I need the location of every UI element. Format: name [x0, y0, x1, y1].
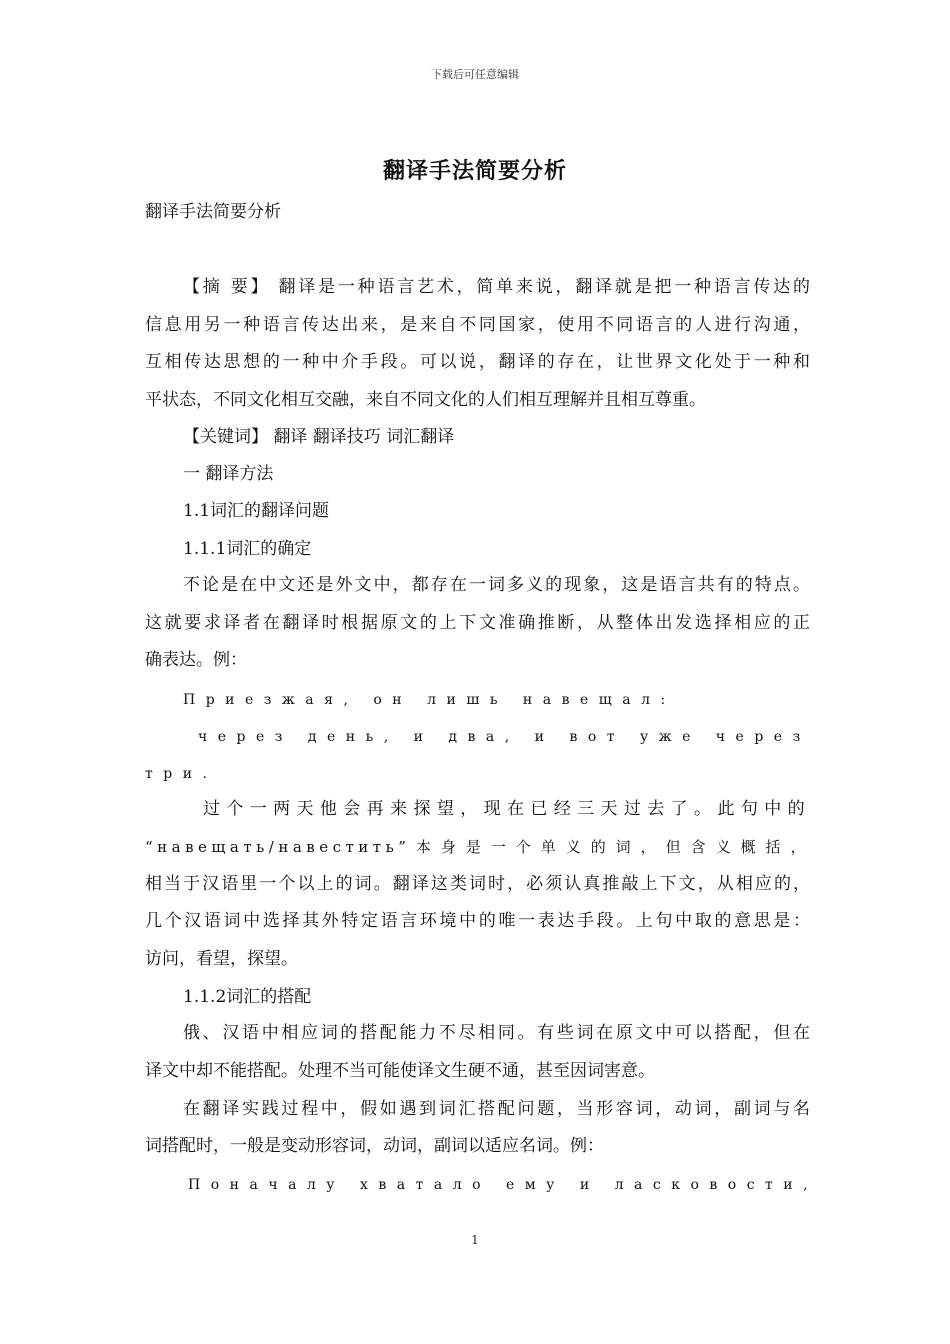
paragraph-line: 过个一两天他会再来探望，现在已经三天过去了。此句中的 [203, 799, 808, 819]
russian-example: через день, и два, и вот уже через [198, 729, 811, 745]
paragraph-line: 在翻译实践过程中，假如遇到词汇搭配问题，当形容词，动词，副词与名 [183, 1099, 810, 1119]
abstract-line: 平状态，不同文化相互交融，来自不同文化的人们相互理解并且相互尊重。 [145, 390, 706, 410]
section-heading: 1.1.1词汇的确定 [183, 539, 312, 559]
paragraph-line: 词搭配时，一般是变动形容词，动词，副词以适应名词。例： [145, 1136, 604, 1156]
abstract-line: 互相传达思想的一种中介手段。可以说，翻译的存在，让世界文化处于一种和 [145, 352, 810, 372]
russian-example: три. [145, 766, 218, 782]
keywords: 【关键词】 翻译 翻译技巧 词汇翻译 [183, 427, 455, 447]
russian-example: Приезжая, он лишь навещал: [183, 692, 676, 708]
abstract-line: 信息用另一种语言传达出来，是来自不同国家，使用不同语言的人进行沟通， [145, 315, 810, 335]
paragraph-line: 几个汉语词中选择其外特定语言环境中的唯一表达手段。上句中取的意思是： [145, 911, 810, 931]
russian-example: Поначалу хватало ему и ласковости, [188, 1177, 819, 1193]
paragraph-line: 这就要求译者在翻译时根据原文的上下文准确推断，从整体出发选择相应的正 [145, 613, 810, 633]
paragraph-line: 俄、汉语中相应词的搭配能力不尽相同。有些词在原文中可以搭配，但在 [183, 1023, 810, 1043]
paragraph-line: 译文中却不能搭配。处理不当可能使译文生硬不通，甚至因词害意。 [145, 1061, 655, 1081]
page-number: 1 [471, 1233, 479, 1247]
section-heading: 一 翻译方法 [183, 464, 274, 484]
paragraph-line: 访问，看望，探望。 [145, 949, 298, 969]
paragraph-line: 确表达。例： [145, 650, 247, 670]
document-title: 翻译手法简要分析 [382, 158, 567, 184]
paragraph-line: “навещать/навестить”本身是一个单义的词，但含义概括， [145, 838, 810, 856]
section-heading: 1.1词汇的翻译问题 [183, 501, 330, 521]
page-header: 下载后可任意编辑 [431, 68, 519, 81]
section-heading: 1.1.2词汇的搭配 [183, 987, 312, 1007]
abstract-line: 【摘 要】 翻译是一种语言艺术，简单来说，翻译就是把一种语言传达的 [183, 277, 810, 297]
paragraph-line: 相当于汉语里一个以上的词。翻译这类词时，必须认真推敲上下文，从相应的， [145, 874, 810, 894]
paragraph-line: 不论是在中文还是外文中，都存在一词多义的现象，这是语言共有的特点。 [183, 575, 810, 595]
subtitle: 翻译手法简要分析 [145, 202, 281, 222]
